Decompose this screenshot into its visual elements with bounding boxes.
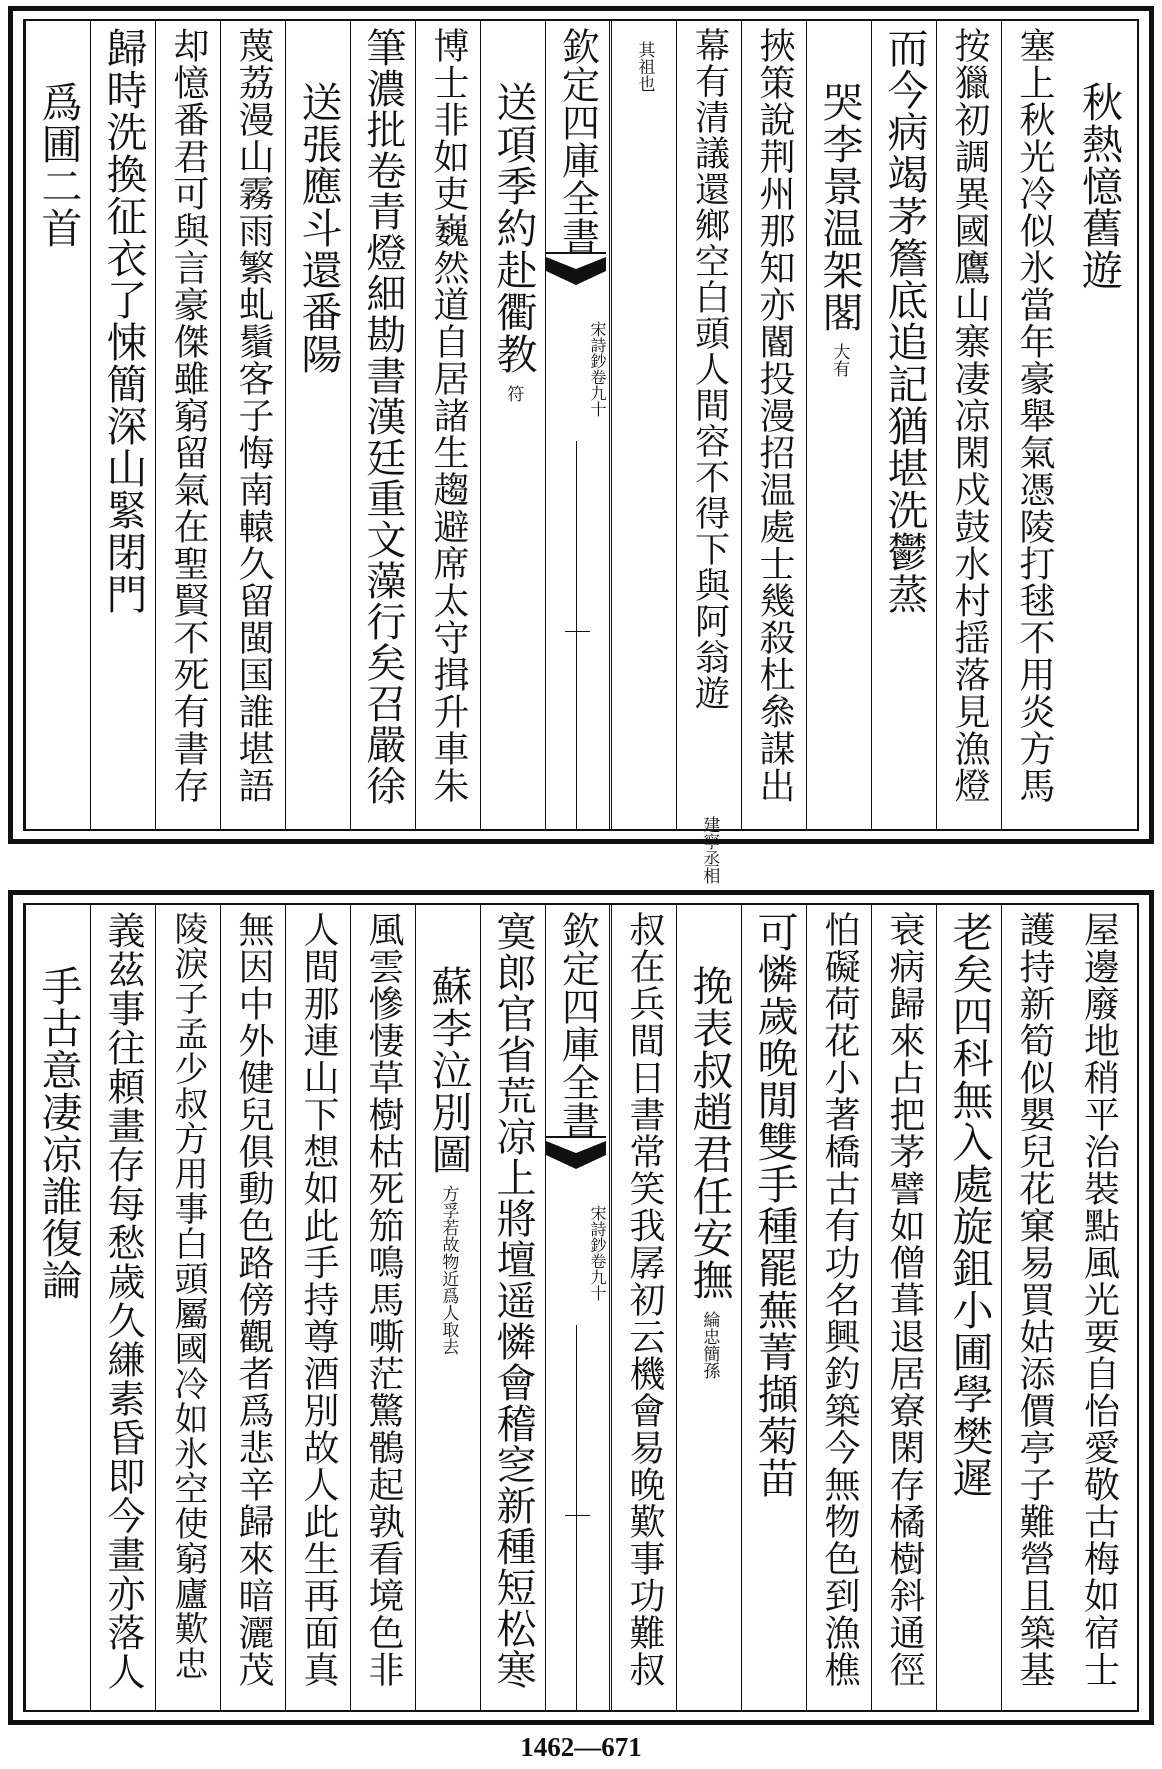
column-text: 寞郎官省荒凉上將壇遥憐會稽窆新種短松寒 bbox=[490, 911, 536, 1690]
text-column bbox=[871, 905, 936, 1710]
column-text: 挾策說荆州那知亦閽投漫招温處士幾殺杜叅謀出 bbox=[754, 27, 795, 804]
upper-page bbox=[8, 6, 1154, 884]
text-column bbox=[871, 21, 936, 829]
text-column bbox=[90, 21, 155, 829]
text-column bbox=[155, 905, 220, 1710]
text-column bbox=[480, 905, 545, 1710]
page-number: 1462—671 bbox=[520, 1732, 642, 1762]
column-text: 衰病歸來占把茅譬如僧葺退居寮閑存橘樹斜通徑 bbox=[884, 911, 925, 1688]
annotation-note: 大有 bbox=[829, 343, 850, 377]
column-text: 秋熱憶舊遊 bbox=[1075, 81, 1123, 291]
book-title: 欽定四庫全書 bbox=[555, 27, 600, 255]
text-column bbox=[285, 905, 350, 1710]
annotation-note: 建寧丞相 bbox=[699, 816, 720, 884]
text-column bbox=[25, 21, 90, 829]
column-text: 風雲慘悽草樹枯死笳鳴馬嘶茫驚鶻起孰看境色非 bbox=[363, 911, 404, 1688]
text-column bbox=[676, 905, 741, 1710]
column-text: 博士非如吏巍然道自居諸生趨避席太守揖升車朱 bbox=[428, 27, 469, 804]
column-text: 人間那連山下想如此手持尊酒別故人此生再面真 bbox=[298, 911, 339, 1688]
lower-page bbox=[8, 890, 1154, 1725]
column-text: 老矣四科無入處旋鉏小圃學樊遲 bbox=[945, 911, 994, 1499]
column-text: 爲圃二首 bbox=[34, 81, 83, 249]
text-column bbox=[350, 905, 415, 1710]
text-column bbox=[25, 905, 90, 1710]
column-text: 送項季約赴衢教 bbox=[489, 81, 538, 375]
book-title: 欽定四庫全書 bbox=[555, 911, 600, 1139]
text-column bbox=[611, 905, 676, 1710]
volume-label: 宋詩鈔卷九十 bbox=[588, 321, 607, 417]
text-column bbox=[806, 905, 871, 1710]
text-column bbox=[741, 905, 806, 1710]
column-text: 幕有清議還鄉空白頭人間容不得下與阿翁遊 bbox=[689, 27, 730, 711]
annotation-note: 方孚若故物近爲人取去 bbox=[438, 1185, 459, 1355]
column-text: 蔑荔漫山霧雨繁虬鬚客子悔南轅久留閩国誰堪語 bbox=[233, 27, 274, 804]
column-text: 却憶番君可與言豪傑雖窮留氣在聖賢不死有書存 bbox=[168, 27, 209, 804]
column-text: 蘇李泣別圖 bbox=[424, 965, 473, 1175]
column-text: 護持新筍似嬰兒花窠易買姑添價亭子難營且築基 bbox=[1014, 911, 1055, 1688]
column-text: 挽表叔趙君任安撫 bbox=[685, 965, 734, 1301]
column-text: 可憐歲晚閒雙手種罷蕪菁擷菊苗 bbox=[750, 911, 799, 1499]
center-fold bbox=[545, 905, 610, 1710]
text-column bbox=[1066, 21, 1131, 829]
fishtail-mark-icon bbox=[546, 1135, 606, 1175]
text-column bbox=[1001, 905, 1066, 1710]
column-text: 叔在兵間日書常笑我孱初云機會易晚歎事功難叔 bbox=[624, 911, 665, 1688]
text-column bbox=[741, 21, 806, 829]
text-column bbox=[1001, 21, 1066, 829]
fishtail-mark-icon bbox=[546, 251, 606, 291]
center-fold bbox=[545, 21, 610, 829]
column-text: 無因中外健兒俱動色路傍觀者爲悲辛歸來暗灑茂 bbox=[233, 911, 274, 1688]
fold-tick bbox=[565, 1515, 590, 1516]
column-text: 屋邊廢地稍平治裝點風光要自怡愛敬古梅如宿士 bbox=[1078, 911, 1120, 1688]
text-column bbox=[220, 21, 285, 829]
column-text: 陵淚子孟少叔方用事白頭屬國冷如氷空使窮廬歎忠 bbox=[168, 911, 208, 1681]
text-column bbox=[220, 905, 285, 1710]
column-text: 怕礙荷花小著橋古有功名興釣築今無物色到漁樵 bbox=[819, 911, 860, 1688]
text-column bbox=[415, 21, 480, 829]
text-column bbox=[936, 21, 1001, 829]
text-column bbox=[415, 905, 480, 1710]
lower-page-frame bbox=[23, 903, 1139, 1712]
fold-tick bbox=[565, 631, 590, 632]
column-text: 塞上秋光冷似氷當年豪舉氣憑陵打毬不用炎方馬 bbox=[1014, 27, 1055, 804]
text-column bbox=[611, 21, 676, 829]
annotation-note: 其祖也 bbox=[634, 41, 655, 92]
column-text: 而今病竭茅簷底追記猶堪洗鬱蒸 bbox=[880, 27, 929, 615]
text-column bbox=[350, 21, 415, 829]
text-column bbox=[480, 21, 545, 829]
column-text: 哭李景温架閣 bbox=[815, 81, 864, 333]
column-text: 筆濃批卷青燈細勘書漢廷重文藻行矣召嚴徐 bbox=[360, 27, 406, 806]
text-column bbox=[285, 21, 350, 829]
fold-line bbox=[576, 441, 577, 829]
annotation-note: 綸忠簡孫 bbox=[699, 1311, 720, 1379]
column-text: 送張應斗還番陽 bbox=[294, 81, 343, 375]
column-text: 歸時洗換征衣了悚簡深山緊閉門 bbox=[99, 27, 148, 615]
upper-page-frame bbox=[23, 19, 1139, 884]
text-column bbox=[806, 21, 871, 829]
text-column bbox=[676, 21, 741, 884]
column-text: 義茲事往頼畫存每愁歲久縑素昏即今畫亦落人 bbox=[101, 911, 145, 1691]
annotation-note: 符 bbox=[503, 385, 524, 402]
column-text: 按獵初調異國鷹山寨凄凉閑戍鼓水村揺落見漁燈 bbox=[949, 27, 990, 804]
text-column bbox=[936, 905, 1001, 1710]
text-column bbox=[155, 21, 220, 829]
text-column bbox=[90, 905, 155, 1710]
volume-label: 宋詩鈔卷九十 bbox=[588, 1205, 607, 1301]
text-column bbox=[1066, 905, 1131, 1710]
column-text: 手古意凄凉誰復論 bbox=[34, 965, 83, 1301]
fold-line bbox=[576, 1325, 577, 1710]
